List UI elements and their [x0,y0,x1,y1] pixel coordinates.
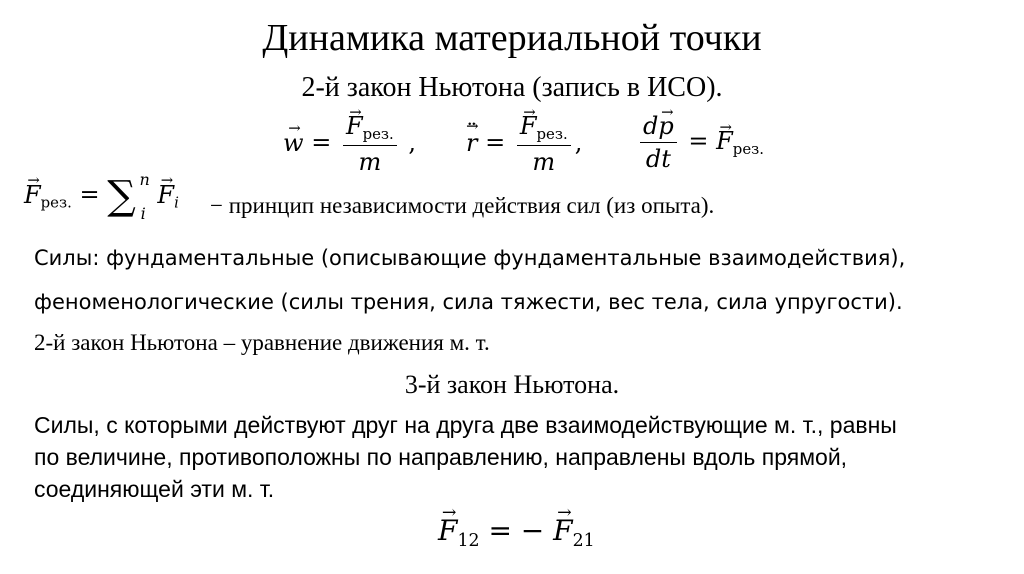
third-law-heading: 3-й закон Ньютона. [404,370,620,399]
f-vector: → F [520,112,537,140]
formula-acceleration [283,112,416,176]
f-i-vector: → F [157,181,174,209]
equals-minus: = − [488,514,545,547]
slide-title: Динамика материальной точки [262,17,762,59]
forces-line-2: феноменологические (силы трения, сила тяжести, вес тела, сила упругости). [34,290,903,314]
equals-sign: = [311,128,332,157]
force-over-mass-fraction [517,112,571,176]
force-over-mass-fraction [343,112,397,176]
sub-21: 21 [572,531,595,552]
i-subscript: i [174,193,179,212]
formula-second-derivative [466,112,582,176]
formula-momentum [636,112,764,173]
equals-sign: = [79,180,100,209]
mass-symbol: m [358,148,382,177]
mass-symbol: m [532,148,556,177]
dt-symbol: dt [645,145,671,173]
res-subscript: рез. [362,125,394,144]
p-vector: → p [658,112,673,140]
f-res-vector: → F [24,181,41,209]
superposition-text: − принцип независимости действия сил (из опыта). [210,193,715,218]
equals-sign: = [688,127,709,155]
sum-symbol: ∑ n i [107,170,150,223]
res-subscript: рез. [40,193,72,212]
dp-dt-fraction [640,112,677,173]
comma: , [574,128,583,157]
forces-line-1: Силы: фундаментальные (описывающие фундаментальные взаимодействия), [34,246,906,270]
res-subscript: рез. [536,125,568,144]
r-double-dot-vector: → r ¨ [466,129,477,157]
f-vector: → F [716,127,733,155]
third-law-line-1: Силы, с которыми действуют друг на друга две взаимодействующие м. т., равны [34,412,897,438]
f12-vector: → F [438,514,457,547]
f-vector: → F [346,112,363,140]
sum-lower-index: i [140,204,146,223]
equation-of-motion-text: 2-й закон Ньютона – уравнение движения м. т. [34,330,490,355]
sum-upper-limit: n [139,170,150,189]
second-law-heading: 2-й закон Ньютона (запись в ИСО). [301,72,723,103]
f21-vector: → F [553,514,572,547]
third-law-line-3: соединяющей эти м. т. [34,476,275,502]
superposition-formula [24,170,179,223]
w-vector: → w [283,129,304,157]
equals-sign: = [485,128,506,157]
third-law-formula [438,514,595,551]
third-law-line-2: по величине, противоположны по направлению, направлены вдоль прямой, [34,444,848,470]
d-symbol: d [643,112,659,140]
sub-12: 12 [457,531,480,552]
res-subscript: рез. [732,140,764,159]
comma: , [408,128,417,157]
